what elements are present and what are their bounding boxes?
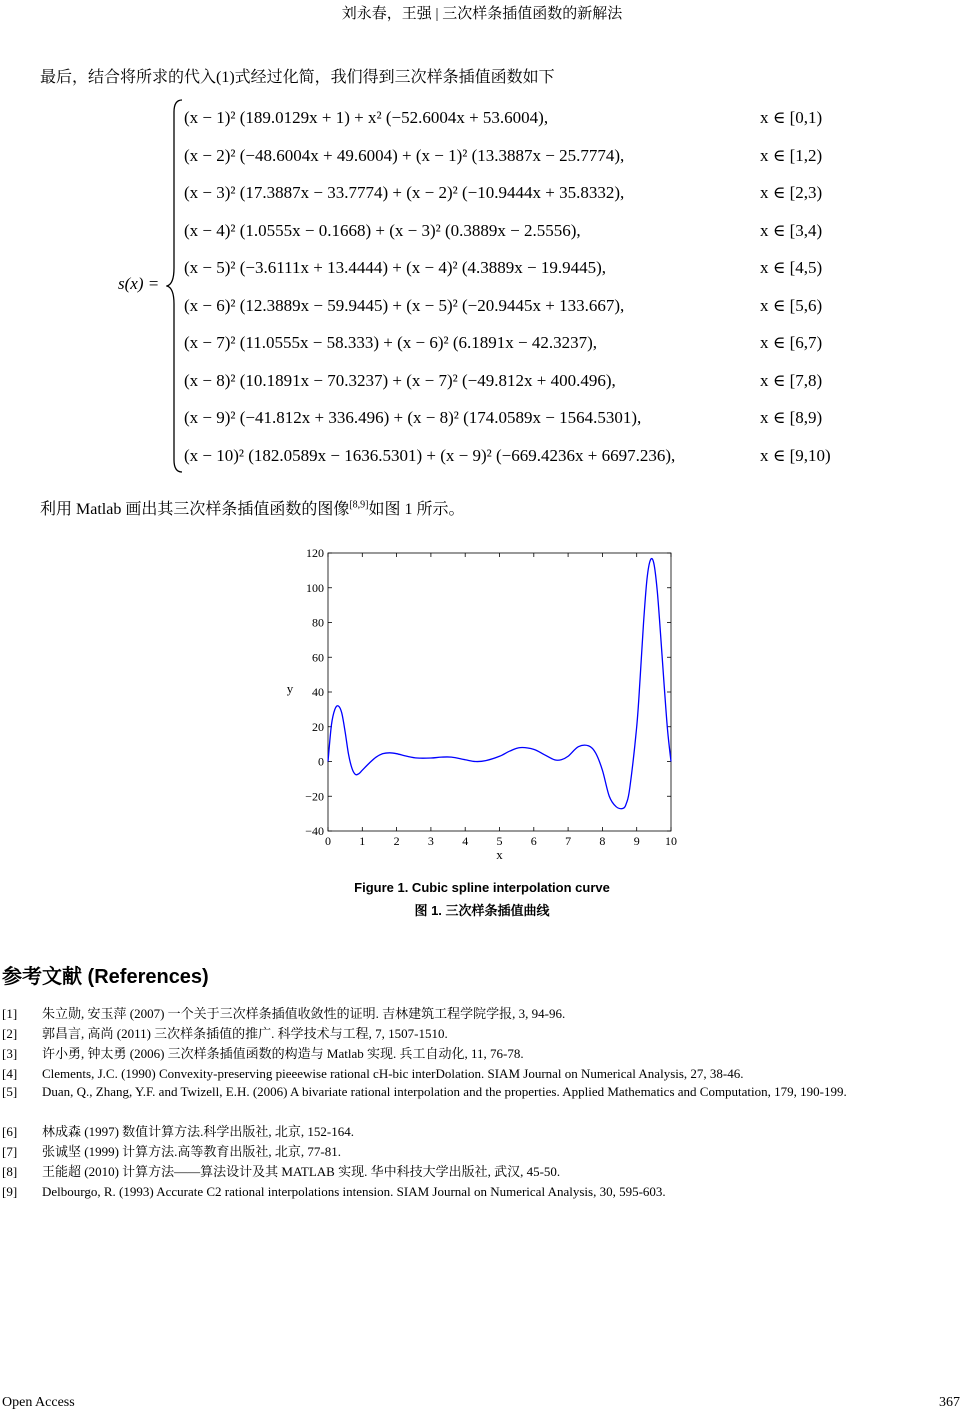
x-tick-label: 5 (496, 834, 503, 848)
reference-text: 王能超 (2010) 计算方法——算法设计及其 MATLAB 实现. 华中科技大学出版社, 武汉, 45-50. (42, 1164, 561, 1179)
reference-number: [5] (2, 1084, 18, 1099)
y-tick-label: 80 (312, 615, 324, 630)
piece-domain: x ∈ [6,7) (760, 333, 823, 352)
y-tick-label: 20 (312, 719, 324, 734)
equation-piece (184, 108, 823, 128)
piece-domain: x ∈ [0,1) (760, 108, 823, 127)
figure-caption-zh: 图 1. 三次样条插值曲线 (414, 903, 550, 918)
piece-expression: (x − 9)² (−41.812x + 336.496) + (x − 8)² (174.0589x − 1564.5301), (184, 408, 642, 427)
reference-number: [2] (2, 1026, 18, 1041)
plot-intro-text: 利用 Matlab 画出其三次样条插值函数的图像 (40, 501, 350, 518)
y-tick-label: −20 (305, 789, 324, 804)
x-tick-label: 3 (427, 834, 434, 848)
running-header: 刘永春，王强 | 三次样条插值函数的新解法 (341, 6, 623, 22)
intro-paragraph: 最后，结合将所求的代入(1)式经过化简，我们得到三次样条插值函数如下 (40, 69, 555, 86)
piece-domain: x ∈ [7,8) (760, 370, 823, 390)
footer-open-access: Open Access (2, 1395, 75, 1410)
reference-number: [6] (2, 1124, 18, 1139)
piece-expression: (x − 6)² (12.3889x − 59.9445) + (x − 5)² (−20.9445x + 133.667), (184, 295, 625, 315)
piece-expression: (x − 8)² (10.1891x − 70.3237) + (x − 7)² (−49.812x + 400.496), (184, 370, 616, 390)
reference-number: [8] (2, 1164, 18, 1179)
equation-piece (184, 145, 823, 166)
y-tick-label: 60 (312, 650, 324, 665)
figure-caption-en: Figure 1. Cubic spline interpolation curve (354, 880, 610, 895)
reference-text: 许小勇, 钟太勇 (2006) 三次样条插值函数的构造与 Matlab 实现. 兵工自动化, 11, 76-78. (42, 1046, 524, 1061)
equation-piece (184, 370, 823, 391)
plot-frame (328, 553, 671, 831)
equation-lhs: s(x) = (118, 274, 160, 293)
y-axis-label: y (286, 681, 294, 696)
piece-domain: x ∈ [9,10) (760, 445, 831, 465)
reference-number: [3] (2, 1046, 18, 1061)
plot-intro-paragraph (40, 496, 465, 519)
piece-expression: (x − 7)² (11.0555x − 58.333) + (x − 6)² (6.1891x − 42.3237), (184, 333, 598, 352)
piece-domain: x ∈ [5,6) (760, 295, 823, 315)
y-tick-label: 120 (306, 546, 324, 560)
reference-text: 林成森 (1997) 数值计算方法.科学出版社, 北京, 152-164. (42, 1124, 354, 1139)
equation-piece (184, 183, 823, 203)
x-tick-label: 0 (325, 834, 331, 848)
y-tick-label: 0 (318, 754, 324, 769)
reference-number: [7] (2, 1144, 18, 1159)
piece-domain: x ∈ [2,3) (760, 183, 823, 202)
piece-domain: x ∈ [8,9) (760, 408, 823, 427)
x-axis-label: x (496, 847, 503, 862)
piece-domain: x ∈ [4,5) (760, 258, 823, 277)
reference-text: Delbourgo, R. (1993) Accurate C2 rational interpolations intension. SIAM Journal on Numerical Analysis, 30, 595-603. (42, 1184, 666, 1199)
piece-expression: (x − 5)² (−3.6111x + 13.4444) + (x − 4)² (4.3889x − 19.9445), (184, 258, 606, 277)
reference-text: 郭昌言, 高尚 (2011) 三次样条插值的推广. 科学技术与工程, 7, 1507-1510. (42, 1026, 448, 1041)
x-tick-label: 4 (462, 834, 469, 848)
reference-number: [4] (2, 1066, 18, 1081)
reference-text: Clements, J.C. (1990) Convexity-preserving pieeewise rational cH-bic interDolation. SIAM Journal on Numerical Analysis, 27, 38-46. (42, 1066, 744, 1081)
x-tick-label: 1 (359, 834, 366, 848)
reference-number: [1] (2, 1006, 18, 1021)
references-heading: 参考文献 (References) (2, 966, 209, 988)
equation-piece (184, 295, 823, 316)
x-tick-label: 7 (565, 834, 572, 848)
reference-text: 张诚坚 (1999) 计算方法.高等教育出版社, 北京, 77-81. (42, 1144, 341, 1159)
equation-piece (184, 258, 823, 278)
piece-expression: (x − 2)² (−48.6004x + 49.6004) + (x − 1)² (13.3887x − 25.7774), (184, 145, 625, 165)
reference-text: Duan, Q., Zhang, Y.F. and Twizell, E.H. (2006) A bivariate rational interpolation and the properties. Applied Mathematics and Computation, 179, 190-199. (42, 1084, 847, 1099)
citation[interactable]: [8,9] (349, 499, 369, 511)
spline-chart (280, 540, 690, 870)
spline-curve (328, 559, 671, 809)
spline-equation (118, 98, 838, 474)
equation-brace (166, 98, 184, 474)
x-tick-label: 9 (633, 834, 640, 848)
x-tick-label: 2 (393, 834, 400, 848)
piece-domain: x ∈ [1,2) (760, 145, 823, 165)
piece-expression: (x − 10)² (182.0589x − 1636.5301) + (x − 9)² (−669.4236x + 6697.236), (184, 445, 676, 465)
reference-number: [9] (2, 1184, 18, 1199)
y-tick-label: 40 (312, 685, 324, 699)
reference-text: 朱立勋, 安玉萍 (2007) 一个关于三次样条插值收敛性的证明. 吉林建筑工程学院学报, 3, 94-96. (42, 1006, 566, 1021)
piece-expression: (x − 1)² (189.0129x + 1) + x² (−52.6004x + 53.6004), (184, 108, 549, 127)
x-tick-label: 8 (599, 834, 606, 848)
piece-expression: (x − 3)² (17.3887x − 33.7774) + (x − 2)² (−10.9444x + 35.8332), (184, 183, 625, 202)
x-tick-label: 6 (530, 834, 537, 848)
page-number: 367 (939, 1395, 960, 1410)
x-tick-label: 10 (665, 834, 677, 848)
plot-intro-tail: 如图 1 所示。 (368, 501, 465, 518)
equation-piece (184, 445, 831, 466)
y-tick-label: −40 (305, 824, 324, 838)
y-tick-label: 100 (306, 580, 324, 595)
piece-domain: x ∈ [3,4) (760, 220, 823, 240)
equation-piece (184, 333, 823, 353)
piece-expression: (x − 4)² (1.0555x − 0.1668) + (x − 3)² (0.3889x − 2.5556), (184, 220, 581, 240)
equation-piece (184, 220, 823, 241)
equation-piece (184, 408, 823, 428)
